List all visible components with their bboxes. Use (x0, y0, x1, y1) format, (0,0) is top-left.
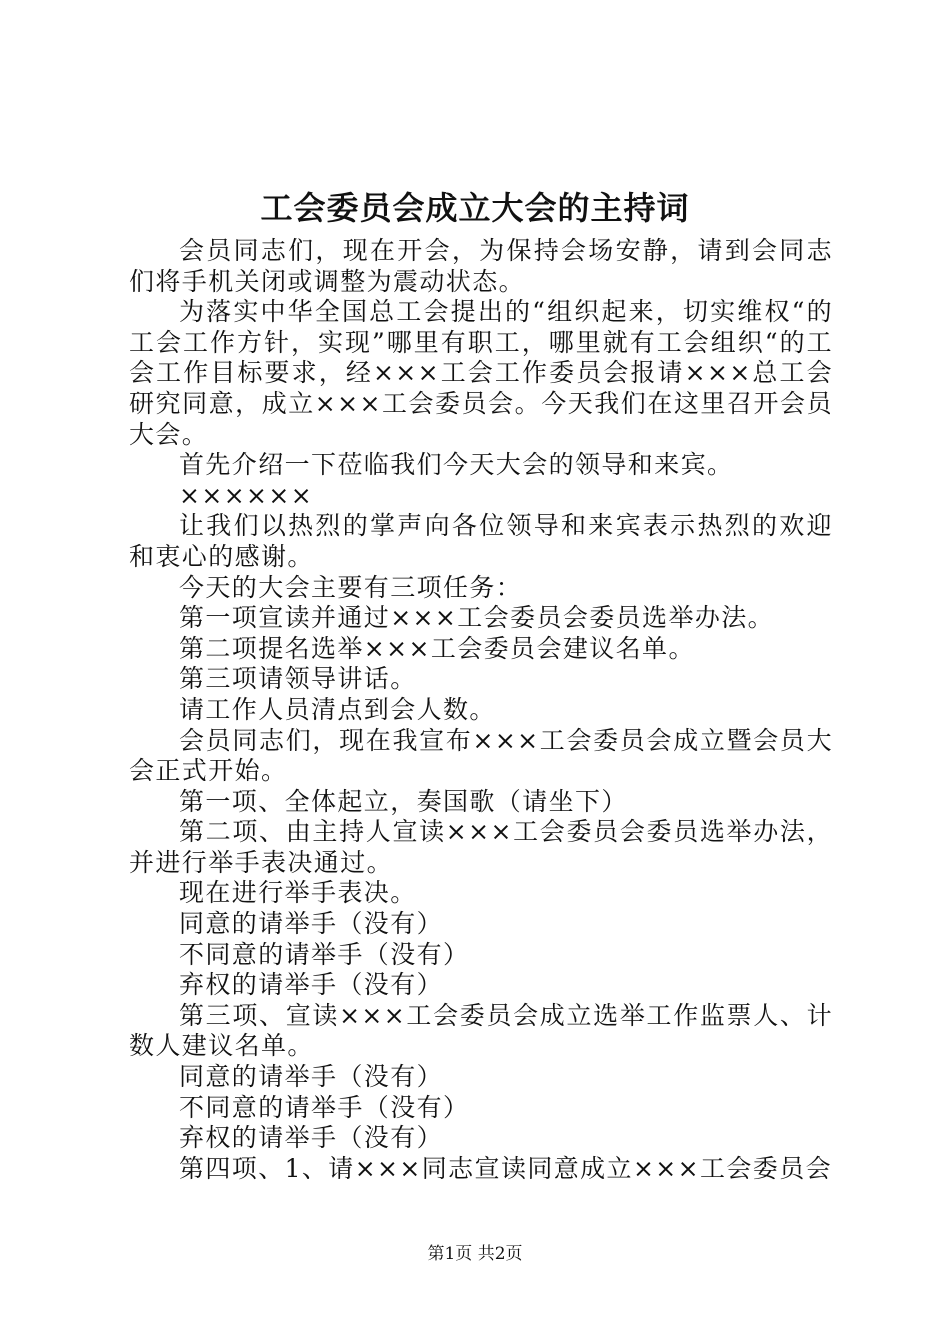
document-title: 工会委员会成立大会的主持词 (260, 189, 690, 227)
document-body (129, 236, 833, 1184)
paragraph: 第四项、1、请×××同志宣读同意成立×××工会委员会 (179, 1153, 832, 1183)
paragraph: 第二项、由主持人宣读×××工会委员会委员选举办法，并进行举手表决通过。 (129, 817, 833, 877)
paragraph: 请工作人员清点到会人数。 (179, 694, 496, 724)
paragraph: 第一项、全体起立，奏国歌（请坐下） (179, 786, 628, 816)
paragraph: 弃权的请举手（没有） (179, 1123, 444, 1153)
page-number-footer: 第1页 共2页 (427, 1244, 523, 1264)
paragraph: 同意的请举手（没有） (179, 909, 444, 939)
paragraph: 会员同志们，现在我宣布×××工会委员会成立暨会员大会正式开始。 (129, 725, 833, 786)
paragraph: 第三项、宣读×××工会委员会成立选举工作监票人、计数人建议名单。 (129, 1000, 833, 1061)
paragraph: 会员同志们，现在开会，为保持会场安静，请到会同志们将手机关闭或调整为震动状态。 (129, 236, 833, 296)
paragraph: 同意的请举手（没有） (179, 1062, 444, 1092)
paragraph: 不同意的请举手（没有） (179, 1092, 470, 1122)
paragraph: 第一项宣读并通过×××工会委员会委员选举办法。 (179, 603, 775, 633)
paragraph: 首先介绍一下莅临我们今天大会的领导和来宾。 (179, 450, 734, 480)
paragraph: 为落实中华全国总工会提出的“组织起来，切实维权“的工会工作方针，实现”哪里有职工，哪里就有工会组织“的工会工作目标要求，经×××工会工作委员会报请×××总工会研究同意，成立×××工会委员会。今天我们在这里召开会员大会。 (129, 297, 833, 449)
paragraph: 现在进行举手表决。 (179, 878, 417, 908)
paragraph: 第二项提名选举×××工会委员会建议名单。 (179, 633, 695, 663)
paragraph: 弃权的请举手（没有） (179, 970, 444, 1000)
paragraph: 不同意的请举手（没有） (179, 939, 470, 969)
paragraph: 今天的大会主要有三项任务： (179, 572, 523, 602)
paragraph: ×××××× (179, 480, 314, 510)
paragraph: 第三项请领导讲话。 (179, 664, 417, 694)
paragraph: 让我们以热烈的掌声向各位领导和来宾表示热烈的欢迎和衷心的感谢。 (129, 511, 833, 571)
